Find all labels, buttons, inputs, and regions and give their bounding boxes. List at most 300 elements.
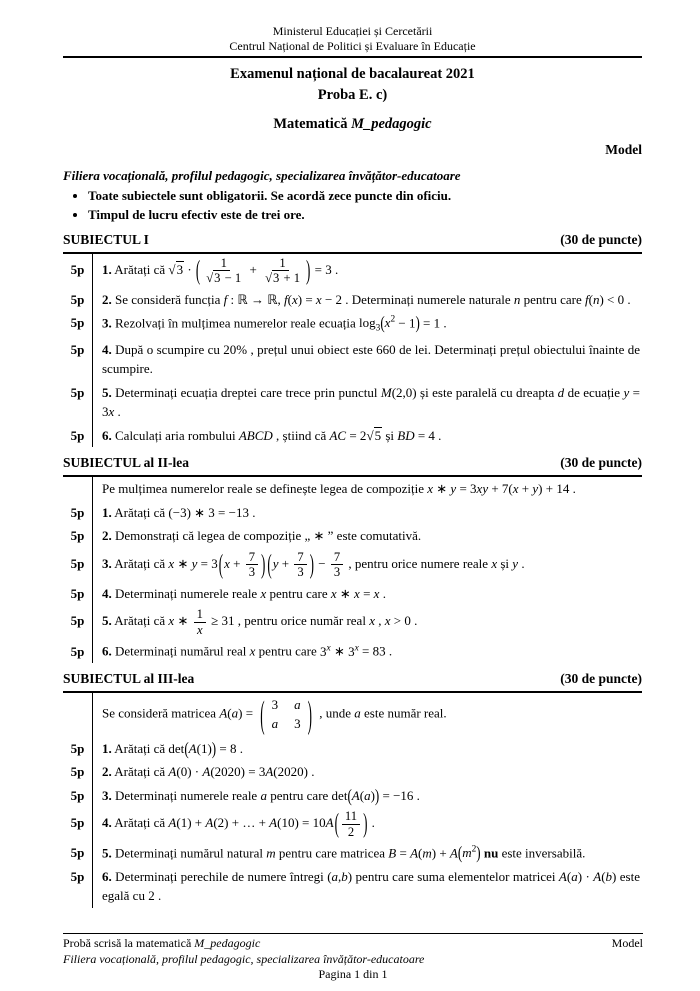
text-run: 1 — [196, 607, 203, 622]
text-run: (2,0) și este paralelă cu dreapta — [391, 384, 558, 400]
text-run: . — [379, 585, 386, 601]
model-label: Model — [605, 141, 642, 157]
bold-text: 3. — [102, 787, 112, 803]
math-var: m — [462, 845, 472, 861]
text-run: ) + — [431, 845, 450, 861]
superscript-expr — [348, 644, 359, 659]
math-var: x — [168, 613, 175, 629]
bold-text: 1. — [102, 261, 112, 277]
bold-text: 1. — [102, 504, 112, 520]
math-var: b — [341, 868, 348, 884]
exam-item — [63, 582, 642, 606]
math-var: A — [269, 815, 278, 831]
bold-text: 2. — [102, 291, 112, 307]
filiera-line: Filiera vocațională, profilul pedagogic, specializarea învățător-educatoare — [63, 167, 461, 183]
text-run: Se consideră matricea — [102, 705, 220, 721]
paren: ) — [374, 784, 380, 806]
math-var: d — [557, 384, 565, 400]
footer-proba: Probă scrisă la matematică M_pedagogic — [63, 936, 261, 950]
exam-item — [63, 311, 642, 338]
text-run: Arătați că — [111, 815, 169, 831]
section-points: (30 de puncte) — [560, 671, 642, 687]
text-run: 1 — [279, 255, 286, 270]
text-run: (2020) = 3 — [210, 764, 266, 780]
text-run: , — [338, 868, 342, 884]
text-run: = 3 — [102, 384, 641, 420]
exam-item — [63, 381, 642, 424]
text-run: Determinați numărul real — [111, 643, 250, 659]
math-var: xy — [476, 481, 489, 497]
item-text — [92, 424, 642, 448]
ministry-line2: Centrul Național de Politici și Evaluare în Educație — [229, 39, 476, 53]
exam-item — [63, 760, 642, 784]
radical-sign: √ — [206, 271, 214, 286]
matrix-paren: ) — [307, 692, 312, 736]
text-run: ≥ 31 , pentru orice număr real — [207, 613, 370, 629]
math-var: n — [513, 291, 521, 307]
section-points: (30 de puncte) — [560, 231, 642, 247]
item-text — [92, 501, 642, 525]
bold-text: 6. — [102, 868, 112, 884]
text-run: pentru care det — [266, 787, 348, 803]
item-text — [92, 865, 642, 908]
text-run: + — [246, 261, 261, 277]
paren: ( — [334, 806, 339, 839]
superscript-expr — [385, 315, 395, 330]
item-text — [92, 760, 642, 784]
math-var: a — [331, 868, 339, 884]
item-text — [92, 254, 642, 288]
text-run: = 1 . — [419, 315, 447, 331]
paren: ) — [261, 546, 266, 580]
points-label: 5p — [70, 291, 85, 307]
paren: ( — [347, 784, 352, 806]
math-var: A — [188, 740, 197, 756]
exam-item — [63, 424, 642, 448]
math-var: n — [592, 291, 600, 307]
text-run: · — [184, 261, 195, 277]
text-run: , pentru orice numere reale — [345, 555, 492, 571]
radical-sign: √ — [168, 261, 176, 277]
math-var: y — [532, 481, 539, 497]
math-var: A — [265, 764, 274, 780]
text-run: 3 — [176, 261, 184, 277]
math-var: x — [108, 404, 115, 420]
math-var: x — [354, 585, 360, 601]
text-run: ) = — [297, 291, 316, 307]
text-run: = 83 . — [358, 643, 393, 659]
text-run: ( — [359, 787, 365, 803]
page-footer — [63, 933, 643, 983]
math-var: A — [205, 815, 214, 831]
math-var: BD — [397, 427, 415, 443]
text-run: ( — [588, 291, 593, 307]
section-body — [63, 475, 642, 663]
text-run: 2 — [347, 824, 355, 839]
sqrt-expr — [265, 270, 280, 285]
superscript-expr — [320, 644, 331, 659]
text-run: Determinați numerele reale — [111, 787, 261, 803]
text-run: ) este egală cu 2 . — [102, 868, 640, 904]
text-run: 2 — [471, 845, 477, 856]
text-run: 3 — [348, 643, 355, 659]
math-var: x — [369, 613, 375, 629]
item-text — [92, 841, 642, 865]
fraction — [203, 256, 244, 286]
footer-model: Model — [611, 936, 643, 950]
math-var: a — [571, 868, 578, 884]
math-var: y — [512, 555, 519, 571]
text-run: ( — [227, 705, 232, 721]
radical-sign: √ — [366, 427, 374, 443]
math-var: x — [354, 643, 359, 654]
item-text — [92, 639, 642, 663]
superscript-expr — [462, 845, 476, 860]
text-run: Determinați ecuația dreptei care trece prin punctul — [111, 384, 381, 400]
text-run: . — [114, 404, 121, 420]
points-label: 5p — [70, 815, 85, 831]
paren: ) — [476, 842, 481, 863]
paren: ) — [306, 252, 311, 285]
item-text — [92, 524, 642, 548]
section-header — [63, 231, 642, 250]
instruction-item: • Timpul de lucru efectiv este de trei ore. — [88, 207, 642, 224]
text-run: ) · — [577, 868, 594, 884]
text-run: și — [382, 427, 398, 443]
subject-prefix: Matematică — [273, 115, 352, 132]
text-run: : ℝ → ℝ, — [227, 291, 284, 307]
exam-item — [63, 288, 642, 312]
fraction — [294, 550, 306, 580]
math-var: x — [427, 481, 434, 497]
footer-filiera: Filiera vocațională, profilul pedagogic, specializarea învățător-educatoare — [63, 951, 425, 966]
text-run: ) — [370, 787, 375, 803]
section-points: (30 de puncte) — [560, 455, 642, 471]
text-run: Determinați perechile de numere întregi ( — [111, 868, 332, 884]
math-var: x — [168, 555, 175, 571]
text-run: . — [368, 815, 375, 831]
section-header — [63, 670, 642, 689]
instructions-list — [63, 188, 642, 224]
bold-text: 5. — [102, 845, 112, 861]
section-header — [63, 454, 642, 473]
math-var: x — [384, 315, 391, 331]
math-var: x — [512, 481, 519, 497]
section-intro — [63, 693, 642, 737]
math-var: b — [605, 868, 613, 884]
math-var: m — [266, 845, 276, 861]
item-text — [92, 605, 642, 639]
text-run: pentru care matricea — [275, 845, 389, 861]
text-run: Determinați numărul natural — [111, 845, 267, 861]
text-run: = 4 . — [414, 427, 442, 443]
text-run: ( — [418, 845, 423, 861]
math-var: B — [388, 845, 397, 861]
points-label: 5p — [70, 787, 85, 803]
text-run: − — [314, 555, 329, 571]
paren: ) — [211, 737, 217, 759]
points-label: 5p — [70, 528, 85, 544]
exam-item — [63, 737, 642, 761]
text-run: 7 — [333, 549, 341, 564]
points-label: 5p — [70, 504, 85, 520]
page-number: Pagina 1 din 1 — [318, 967, 388, 982]
text-run: ) < 0 . — [599, 291, 631, 307]
points-label: 5p — [70, 868, 85, 884]
text-run: ) + 14 . — [538, 481, 576, 497]
math-var: a — [260, 787, 267, 803]
proba-title: Proba E. c) — [317, 86, 388, 103]
text-run: , unde — [315, 705, 355, 721]
exam-item — [63, 254, 642, 288]
bold-text: 6. — [102, 427, 112, 443]
section-body — [63, 252, 642, 448]
text-run: este număr real. — [360, 705, 447, 721]
exam-item — [63, 865, 642, 908]
radical-sign: √ — [265, 271, 272, 286]
math-var: A — [449, 845, 458, 861]
text-run: 7 — [248, 549, 256, 564]
text-run: − 1 — [221, 271, 242, 286]
text-run: log — [359, 315, 376, 331]
item-text — [92, 477, 642, 501]
text-run: ∗ — [330, 643, 349, 659]
text-run: ∗ — [336, 585, 355, 601]
math-var: a — [354, 705, 361, 721]
math-var: x — [315, 291, 322, 307]
paren: ( — [195, 252, 201, 285]
text-run: = 3 — [456, 481, 477, 497]
points-label: 5p — [70, 613, 85, 629]
math-var: A — [351, 787, 360, 803]
exam-item — [63, 524, 642, 548]
sqrt-expr — [206, 270, 221, 285]
text-run: Determinați numerele reale — [111, 585, 261, 601]
item-text — [92, 381, 642, 424]
math-var: A — [558, 868, 567, 884]
bold-text: nu — [483, 845, 499, 861]
bold-text: 1. — [102, 740, 112, 756]
item-text — [92, 693, 642, 737]
points-label: 5p — [70, 341, 85, 357]
text-run: = 3 . — [311, 261, 339, 277]
subject-name: M_pedagogic — [351, 115, 432, 132]
item-text — [92, 807, 642, 841]
text-run: ∗ — [433, 481, 451, 497]
exam-item — [63, 338, 642, 381]
math-var: x — [373, 585, 380, 601]
text-run: ( — [601, 868, 606, 884]
text-run: 1 — [220, 255, 227, 270]
math-var: A — [168, 815, 177, 831]
bold-text: 2. — [102, 528, 112, 544]
text-run: ( — [287, 291, 292, 307]
item-text — [92, 338, 642, 381]
text-run: Se consideră funcția — [111, 291, 224, 307]
exam-title: Examenul național de bacalaureat 2021 — [230, 66, 475, 82]
text-run: = 2 — [346, 427, 367, 443]
text-run: 3 — [320, 643, 327, 659]
text-run: 3 — [272, 271, 280, 286]
math-var: x — [330, 585, 337, 601]
bold-text: 3. — [102, 555, 112, 571]
text-run: , știind că — [272, 427, 330, 443]
fraction — [331, 550, 343, 580]
instruction-item: • Toate subiectele sunt obligatorii. Se acordă zece puncte din oficiu. — [88, 188, 642, 205]
math-var: A — [219, 705, 228, 721]
text-run: = 3 — [197, 555, 218, 571]
text-run: + — [278, 555, 293, 571]
paren: ) — [415, 312, 420, 333]
exam-item — [63, 807, 642, 841]
text-run: Arătați că — [111, 261, 169, 277]
header-rule — [63, 56, 642, 58]
math-var: AC — [329, 427, 347, 443]
item-text — [92, 582, 642, 606]
bold-text: 4. — [102, 815, 112, 831]
text-run: , — [374, 613, 385, 629]
item-text — [92, 288, 642, 312]
text-run: și — [497, 555, 513, 571]
text-run: + 7( — [488, 481, 513, 497]
text-run: = 8 . — [216, 740, 243, 756]
exam-item — [63, 639, 642, 663]
paren: ) — [363, 806, 368, 839]
math-var: f — [223, 291, 228, 307]
bold-text: 2. — [102, 764, 112, 780]
points-label: 5p — [70, 643, 85, 659]
matrix-cell: a — [294, 697, 301, 713]
text-run: Arătați că — [111, 555, 169, 571]
bold-text: 5. — [102, 384, 112, 400]
math-var: y — [623, 384, 630, 400]
section-intro — [63, 477, 642, 501]
footer-rule — [63, 933, 643, 934]
ministry-header — [63, 24, 642, 54]
bold-text: 4. — [102, 585, 112, 601]
math-var: m — [422, 845, 432, 861]
bold-text: 3. — [102, 315, 112, 331]
math-var: x — [291, 291, 298, 307]
points-label: 5p — [70, 740, 85, 756]
text-run: + — [229, 555, 244, 571]
points-label: 5p — [70, 555, 85, 571]
exam-item — [63, 841, 642, 865]
matrix-cell: a — [271, 716, 279, 732]
text-run: 3 — [214, 271, 221, 286]
math-var: y — [272, 555, 279, 571]
text-run: 3 — [333, 565, 341, 580]
math-var: f — [284, 291, 288, 307]
math-var: x — [384, 613, 391, 629]
text-run: 7 — [297, 549, 304, 564]
sqrt-expr — [168, 261, 184, 277]
exam-item — [63, 784, 642, 808]
text-run: Rezolvați în mulțimea numerelor reale ecuația — [111, 315, 360, 331]
math-var: A — [168, 764, 177, 780]
matrix-paren: ( — [260, 692, 265, 736]
ministry-line1: Ministerul Educației și Cercetării — [272, 24, 433, 38]
text-run: ) = — [238, 705, 257, 721]
exam-item — [63, 501, 642, 525]
text-run: ∗ — [174, 613, 192, 629]
math-var: A — [202, 764, 211, 780]
subject-title — [63, 116, 642, 133]
paren: ( — [218, 546, 224, 580]
math-var: M — [380, 384, 392, 400]
fraction — [342, 809, 360, 839]
matrix — [258, 692, 314, 736]
math-var: a — [231, 705, 239, 721]
bold-text: 6. — [102, 643, 112, 659]
text-run: 11 — [344, 809, 358, 824]
matrix-cell: 3 — [271, 697, 279, 713]
text-run: (2020) . — [273, 764, 315, 780]
text-run: (1) — [196, 740, 212, 756]
section-title: SUBIECTUL al III-lea — [63, 671, 195, 687]
points-label: 5p — [70, 585, 85, 601]
text-run: pentru care — [520, 291, 585, 307]
fraction — [194, 607, 206, 637]
text-run: + 1 — [280, 271, 301, 286]
fraction — [246, 550, 258, 580]
points-label: 5p — [70, 427, 85, 443]
paren: ( — [267, 546, 272, 580]
points-label: 5p — [70, 261, 85, 277]
math-var: x — [249, 643, 256, 659]
text-run: . — [518, 555, 525, 571]
exam-section — [63, 454, 642, 663]
points-label: 5p — [70, 764, 85, 780]
paren: ( — [457, 842, 463, 863]
paren: ( — [184, 737, 189, 759]
item-text — [92, 548, 642, 582]
text-run: = — [396, 845, 411, 861]
text-run: (10) = 10 — [277, 815, 326, 831]
text-run: Arătați că — [111, 764, 169, 780]
text-run: + — [518, 481, 533, 497]
text-run: Arătați că det — [111, 740, 185, 756]
text-run: 3 — [297, 565, 304, 580]
math-var: y — [191, 555, 198, 571]
exam-item — [63, 605, 642, 639]
text-run: Arătați că (−3) ∗ 3 = −13 . — [111, 504, 256, 520]
points-label: 5p — [70, 845, 85, 861]
text-run: (1) + — [176, 815, 206, 831]
bold-text: 4. — [102, 341, 112, 357]
exam-section — [63, 231, 642, 448]
exam-section — [63, 670, 642, 908]
math-var: x — [260, 585, 267, 601]
paren: ( — [380, 312, 385, 333]
math-var: y — [450, 481, 457, 497]
bold-text: 5. — [102, 613, 112, 629]
text-run: de ecuație — [564, 384, 624, 400]
math-var: f — [584, 291, 589, 307]
paren: ) — [309, 546, 314, 580]
text-run: Pe mulțimea numerelor reale se definește legea de compoziție — [102, 481, 428, 497]
text-run: 3 — [375, 323, 381, 334]
item-text — [92, 311, 642, 338]
text-run: (0) · — [176, 764, 203, 780]
text-run: Demonstrați că legea de compoziție „ ∗ ” este comutativă. — [111, 528, 422, 544]
text-run: 3 — [248, 565, 256, 580]
text-run: 5 — [374, 427, 382, 443]
text-run: pentru care — [266, 585, 331, 601]
text-run: − 1 — [395, 315, 416, 331]
text-run: Calculați aria rombului — [111, 427, 239, 443]
section-title: SUBIECTUL I — [63, 231, 149, 247]
